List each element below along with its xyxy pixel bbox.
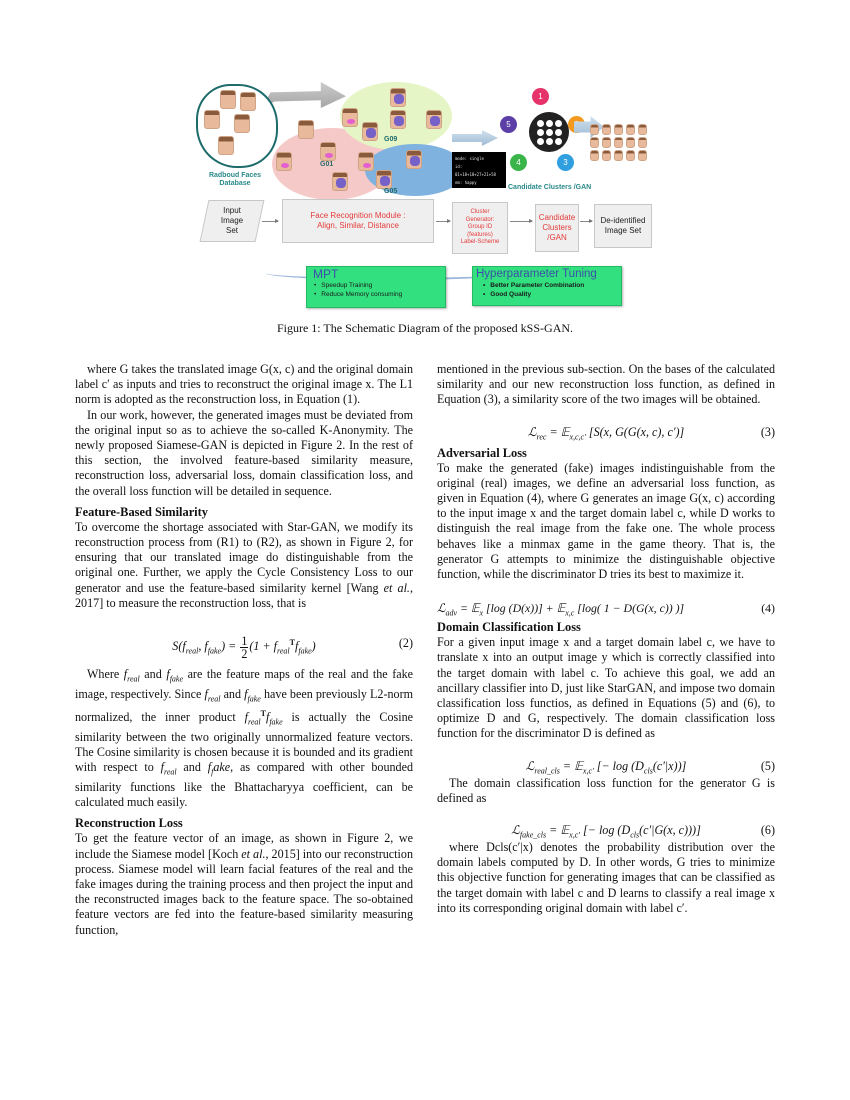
candidate-node-1: 1 (532, 88, 549, 105)
paragraph: To make the generated (fake) images indistinguishable from the original (real) images, we define an adversarial loss function, as given in Equation (4), where G generates an image G(x, c) according to the input image x and the target domain label c, while D works to distinguish the real image from the fake one. The whole process behaves like a minmax game in the game theory. That is, the generator G attempts to minimize the distinguishable objective function, while the discriminator D tries its best to maximize it. (437, 460, 775, 582)
mpt-item: • Speedup Training (307, 281, 445, 290)
equation-3: ℒ$_{rec}$ = 𝔼$_{x,c,c'}$ [S(x, G(G(x, c), c′)] (3) (527, 424, 775, 442)
de-identified-image-set-box: De-identified Image Set (594, 204, 652, 248)
paragraph: where G takes the translated image G(x, c) and the original domain label c′ as inputs and tries to reconstruct the original image x. The L1 norm is adopted as the reconstruction loss, in Equation (1). (75, 362, 413, 407)
figure-1-schematic (190, 78, 670, 310)
database-cloud (196, 84, 278, 168)
paragraph: For a given input image x and a target domain label c, we have to translate x into an output image y which is correctly classified into the target domain with label c. To achieve this goal, we add an ancillary classifier into D, just like StarGAN, and impose two domain classification loss functios, as defined in Equations (5) and (6), to optimize D and G, respectively. The domain classification loss function for the discriminator D is defined as (437, 635, 775, 741)
cluster-label-g05: G05 (384, 188, 398, 195)
equation-5: ℒ$_{real\_cls}$ = 𝔼$_{x,c'}$ [− $\log (D_{cls}(c'|x))$] (5) (525, 758, 775, 776)
face-thumbnail (358, 152, 374, 171)
mpt-title: MPT (313, 267, 339, 281)
cluster-label-g09: G09 (384, 136, 398, 143)
candidate-node-5: 5 (500, 116, 517, 133)
candidate-clusters-box: Candidate Clusters /GAN (535, 204, 579, 252)
face-thumbnail (342, 108, 358, 127)
left-column (75, 362, 413, 938)
mpt-panel (306, 266, 446, 308)
terminal-box (452, 152, 506, 188)
face-thumbnail (298, 120, 314, 139)
terminal-line: em: happy (455, 180, 477, 185)
paragraph: mentioned in the previous sub-section. On the bases of the calculated similarity and our new reconstruction loss function, as defined in Equation (3), a similarity score of the two images will be obtained. (437, 362, 775, 407)
face-thumbnail (320, 142, 336, 161)
figure-caption: Figure 1: The Schematic Diagram of the proposed kSS-GAN. (276, 321, 574, 335)
paragraph: Where $f_{real}$ and $f_{fake}$ are the feature maps of the real and the fake image, respectively. Since $f_{real}$ and $f_{fake}$ have been previously L2-norm normalized, the inner product $f_{real}^Tf_{fake}$ is actually the Cosine similarity between the two originally unnormalized feature vectors. The Cosine similarity is chosen because it is bounded and its gradient with respect to $f_{real}$ and $f_fake$, as compared with other bounded similarity functions like the Bhattacharyya coefficient, can be calculated much easily. (75, 667, 414, 810)
hyperparameter-item: • Better Parameter Combination (473, 281, 621, 290)
flow-arrow (262, 221, 278, 222)
terminal-line: id: 01+18+18+27+21+58 (455, 164, 496, 177)
right-column (437, 362, 775, 916)
flow-arrow (436, 221, 450, 222)
cluster-label-g01: G01 (320, 161, 334, 168)
section-heading-domain-classification-loss: Domain Classification Loss (437, 620, 581, 635)
flow-arrow (580, 221, 592, 222)
face-thumbnail (276, 152, 292, 171)
face-thumbnail (406, 150, 422, 169)
paragraph: where Dcls(c′|x) denotes the probability distribution over the domain labels computed by D. In other words, G tries to minimize this objective function for generating images that can be classified as the target domain with label c and D learns to classify a real image x into its corresponding original domain with label c′. (437, 840, 775, 915)
face-thumbnail (204, 110, 220, 129)
database-label: Radboud Faces Database (208, 172, 262, 187)
equation-6: ℒ$_{fake\_cls}$ = 𝔼$_{x,c'}$ [− $\log (D_{cls}(c'|G(x$, c)))] (6) (511, 823, 775, 840)
face-thumbnail (218, 136, 234, 155)
section-heading-feature-similarity: Feature-Based Similarity (75, 504, 208, 519)
paragraph: In our work, however, the generated images must be deviated from the original input so as to achieve the so-called K-Anonymity. The newly proposed Siamese-GAN is depicted in Figure 2. In the rest of this section, the involved feature-based similarity measure, reconstruction loss, adversarial loss, domain classification loss, and the overall loss function will be detailed in sequence. (75, 407, 413, 498)
face-thumbnail (390, 88, 406, 107)
generated-faces-grid (590, 124, 642, 161)
section-heading-adversarial-loss: Adversarial Loss (437, 445, 527, 460)
equation-2: $S(f_{real}$, $f_{fake}$) = $\frac{1}{2}$ $(1 + f_{real}^Tf_{fake})$ (2) (172, 633, 413, 661)
face-thumbnail (426, 110, 442, 129)
face-thumbnail (362, 122, 378, 141)
paragraph: To overcome the shortage associated with Star-GAN, we modify its reconstruction process from (R1) to (R2), as shown in Figure 2, for ensuring that our translated image do distinguishable from the original one. Further, we apply the Cycle Consistency Loss to our generator and use the feature-based similarity kernel [Wang et al., 2017] to measure the reconstruction loss, that is (75, 519, 413, 610)
candidate-clusters-label: Candidate Clusters /GAN (508, 184, 592, 191)
hyperparameter-panel (472, 266, 622, 306)
face-thumbnail (234, 114, 250, 133)
equation-4: ℒ$_{adv}$ = 𝔼$_x$ [log (D(x))] + 𝔼$_{x,c}$ [log( 1 − D(G(x, c)) )] (4) (437, 601, 775, 618)
flow-arrow (510, 221, 532, 222)
section-heading-reconstruction-loss: Reconstruction Loss (75, 816, 183, 831)
cluster-generator-box: Cluster Generator: Group ID (features) Label-Scheme (452, 202, 508, 254)
gray-arrow-shape (262, 82, 346, 108)
input-image-set-box: Input Image Set (200, 200, 265, 242)
hyperparameter-title: Hyperparameter Tuning (476, 268, 597, 280)
face-thumbnail (220, 90, 236, 109)
candidate-node-4: 4 (510, 154, 527, 171)
arrow-to-generator-icon (452, 130, 498, 146)
face-recognition-module-box: Face Recognition Module : Align, Similar, Distance (282, 199, 434, 243)
paragraph: To get the feature vector of an image, as shown in Figure 2, we include the Siamese model [Koch et al., 2015] into our reconstruction process. Siamese model will learn facial features of the real and the fake images during the training process and then project the input and the reconstructed images back to the feature space. The so-obtained feature vectors are fed into the feature-based similarity measuring function, (75, 831, 413, 937)
gan-hub-icon (529, 112, 569, 152)
mpt-item: • Reduce Memory consuming (307, 290, 445, 299)
face-thumbnail (390, 110, 406, 129)
candidate-node-3: 3 (557, 154, 574, 171)
face-thumbnail (240, 92, 256, 111)
face-thumbnail (376, 170, 392, 189)
face-thumbnail (332, 172, 348, 191)
hyperparameter-item: • Good Quality (473, 290, 621, 299)
terminal-line: mode: single (455, 156, 484, 161)
paragraph: The domain classification loss function for the generator G is defined as (437, 775, 775, 805)
